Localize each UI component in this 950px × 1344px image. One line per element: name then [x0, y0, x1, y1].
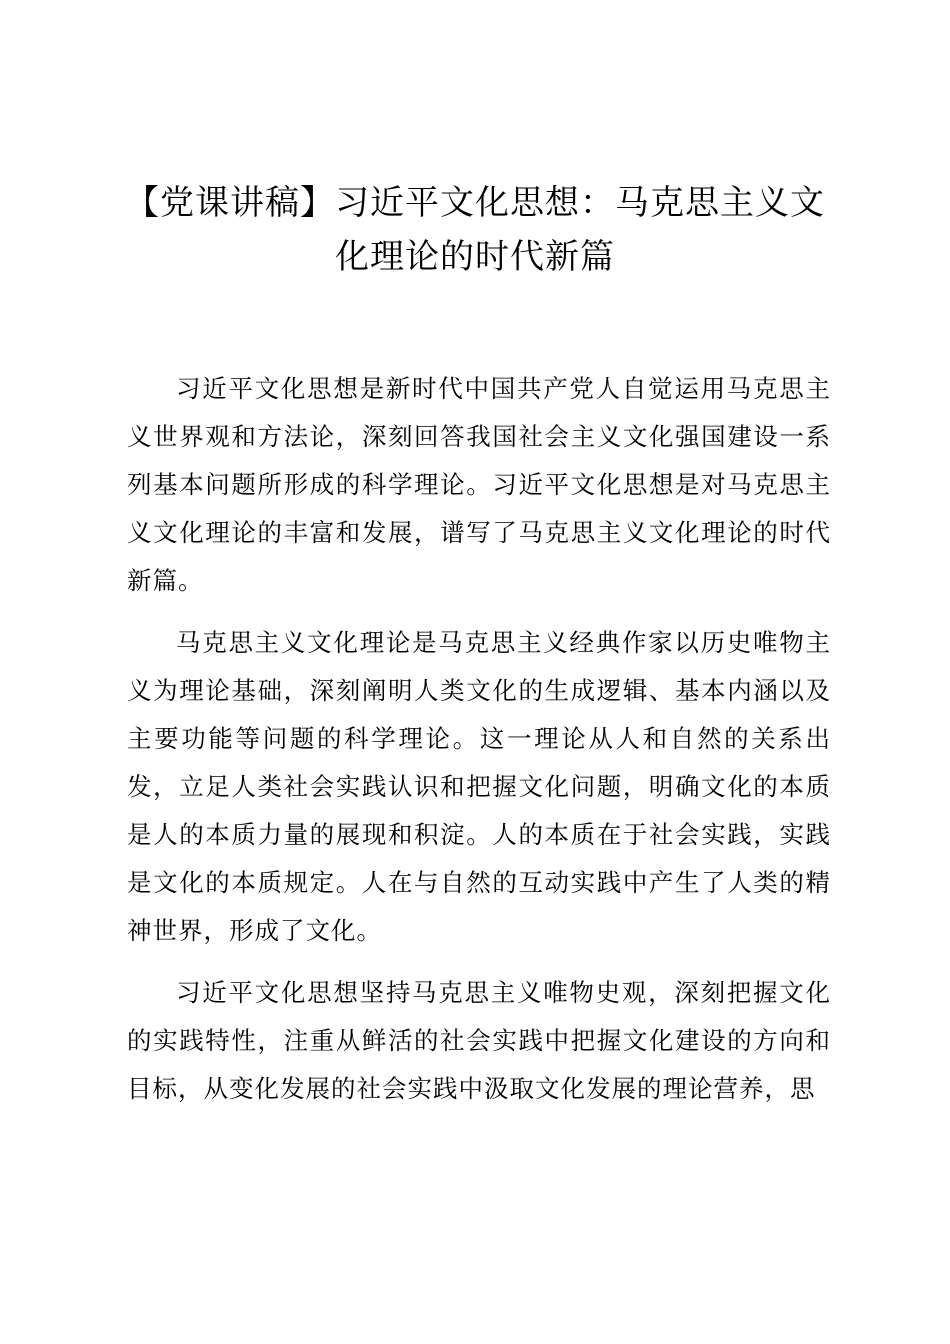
paragraph-3: 习近平文化思想坚持马克思主义唯物史观，深刻把握文化的实践特性，注重从鲜活的社会实践中把握文化建设的方向和目标，从变化发展的社会实践中汲取文化发展的理论营养，思: [127, 978, 831, 1103]
paragraph-1: 习近平文化思想是新时代中国共产党人自觉运用马克思主义世界观和方法论，深刻回答我国社会主义文化强国建设一系列基本问题所形成的科学理论。习近平文化思想是对马克思主义文化理论的丰富和发展，谱写了马克思主义文化理论的时代新篇。: [127, 374, 831, 595]
document-title: 【党课讲稿】习近平文化思想：马克思主义文化理论的时代新篇: [125, 183, 825, 277]
document-body: [127, 365, 831, 1127]
paragraph-2: 马克思主义文化理论是马克思主义经典作家以历史唯物主义为理论基础，深刻阐明人类文化的生成逻辑、基本内涵以及主要功能等问题的科学理论。这一理论从人和自然的关系出发，立足人类社会实践认识和把握文化问题，明确文化的本质是人的本质力量的展现和积淀。人的本质在于社会实践，实践是文化的本质规定。人在与自然的互动实践中产生了人类的精神世界，形成了文化。: [127, 628, 831, 945]
